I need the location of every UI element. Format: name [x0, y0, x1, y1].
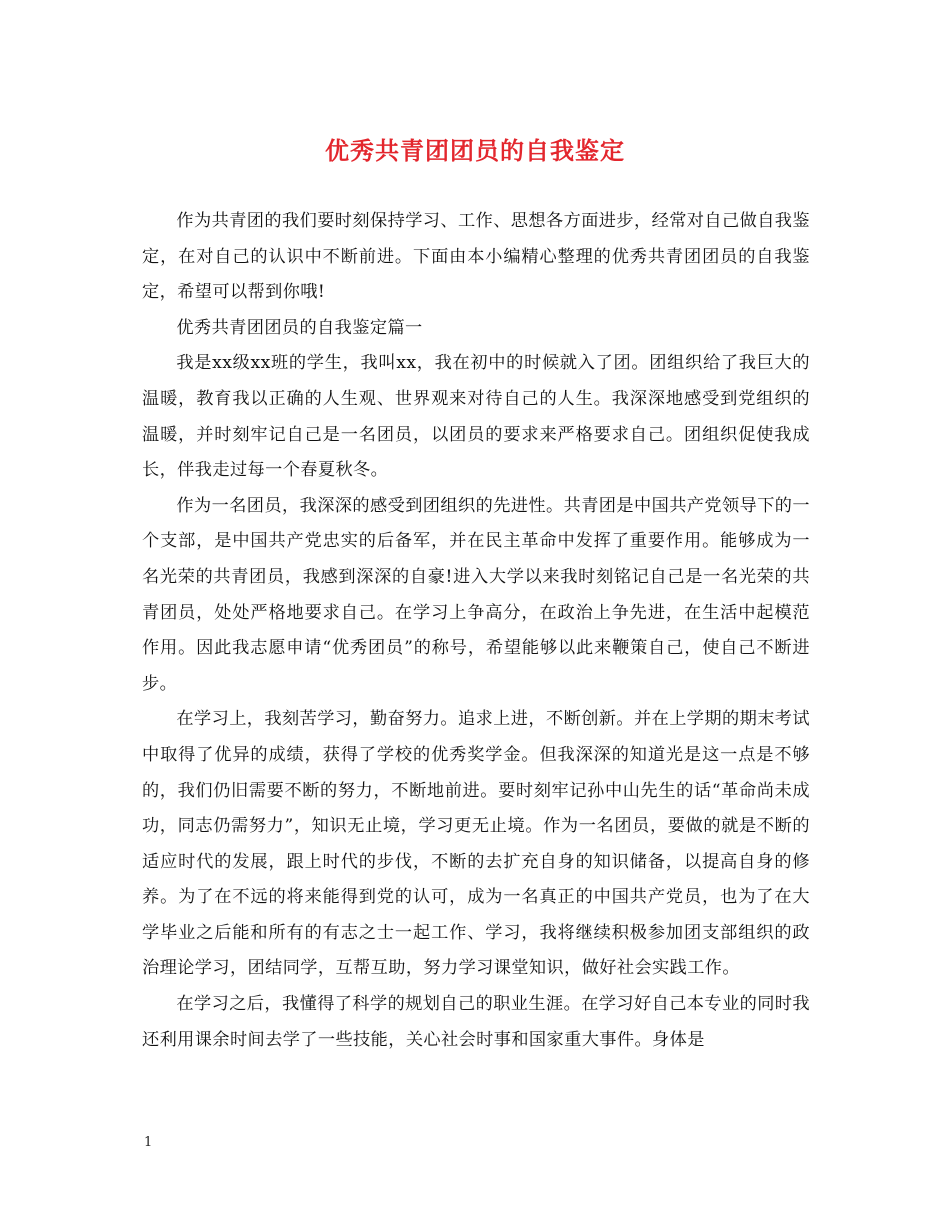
paragraph-1: 我是xx级xx班的学生，我叫xx，我在初中的时候就入了团。团组织给了我巨大的温暖，教育我以正确的人生观、世界观来对待自己的人生。我深深地感受到党组织的温暖，并时刻牢记自己是一名团员，以团员的要求来严格要求自己。团组织促使我成长，伴我走过每一个春夏秋冬。	[142, 353, 810, 481]
page-number: 1	[144, 1135, 153, 1150]
paragraph-2: 作为一名团员，我深深的感受到团组织的先进性。共青团是中国共产党领导下的一个支部，是中国共产党忠实的后备军，并在民主革命中发挥了重要作用。能够成为一名光荣的共青团员，我感到深深的自豪!进入大学以来我时刻铭记自己是一名光荣的共青团员，处处严格地要求自己。在学习上争高分，在政治上争先进，在生活中起模范作用。因此我志愿申请“优秀团员”的称号，希望能够以此来鞭策自己，使自己不断进步。	[142, 495, 810, 694]
document-title: 优秀共青团团员的自我鉴定	[325, 136, 625, 165]
document-body	[142, 204, 810, 1058]
paragraph-intro: 作为共青团的我们要时刻保持学习、工作、思想各方面进步，经常对自己做自我鉴定，在对自己的认识中不断前进。下面由本小编精心整理的优秀共青团团员的自我鉴定，希望可以帮到你哦!	[142, 211, 810, 303]
paragraph-3: 在学习上，我刻苦学习，勤奋努力。追求上进，不断创新。并在上学期的期末考试中取得了优异的成绩，获得了学校的优秀奖学金。但我深深的知道光是这一点是不够的，我们仍旧需要不断的努力，不断地前进。要时刻牢记孙中山先生的话“革命尚未成功，同志仍需努力”，知识无止境，学习更无止境。作为一名团员，要做的就是不断的适应时代的发展，跟上时代的步伐，不断的去扩充自身的知识储备，以提高自身的修养。为了在不远的将来能得到党的认可，成为一名真正的中国共产党员，也为了在大学毕业之后能和所有的有志之士一起工作、学习，我将继续积极参加团支部组织的政治理论学习，团结同学，互帮互助，努力学习课堂知识，做好社会实践工作。	[142, 709, 810, 979]
section-heading: 优秀共青团团员的自我鉴定篇一	[176, 317, 423, 338]
paragraph-4: 在学习之后，我懂得了科学的规划自己的职业生涯。在学习好自己本专业的同时我还利用课余时间去学了一些技能，关心社会时事和国家重大事件。身体是	[142, 994, 810, 1050]
